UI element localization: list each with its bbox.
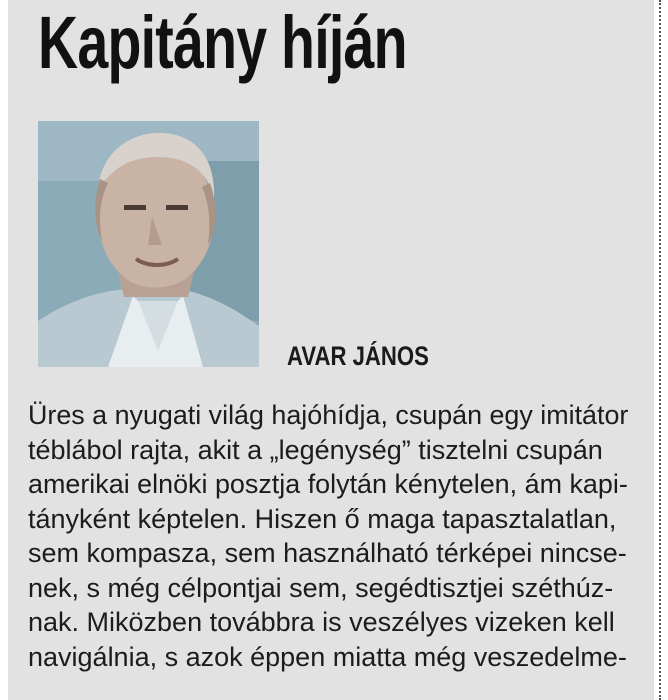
body-line: tányként képtelen. Hiszen ő maga tapasztalatlan, xyxy=(28,503,617,534)
portrait-photo-icon xyxy=(38,121,259,367)
body-line: amerikai elnöki posztja folytán kénytelen, ám kapi- xyxy=(28,469,628,499)
article-body xyxy=(28,398,628,674)
author-portrait xyxy=(38,121,259,367)
column-divider xyxy=(659,0,661,700)
body-line: navigálnia, s azok éppen miatta még veszedelme- xyxy=(28,641,627,672)
article-headline: Kapitány híján xyxy=(38,1,407,84)
body-line: nak. Miközben továbbra is veszélyes vizeken kell xyxy=(28,607,615,637)
body-line: sem kompasza, sem használható térképei nincse- xyxy=(28,538,627,568)
author-name: AVAR JÁNOS xyxy=(287,341,429,371)
body-line: téblábol rajta, akit a „legénység” tisztelni csupán xyxy=(28,434,603,465)
body-line: nek, s még célpontjai sem, segédtisztjei széthúz- xyxy=(28,572,614,603)
body-line: Üres a nyugati világ hajóhídja, csupán egy imitátor xyxy=(28,400,629,430)
